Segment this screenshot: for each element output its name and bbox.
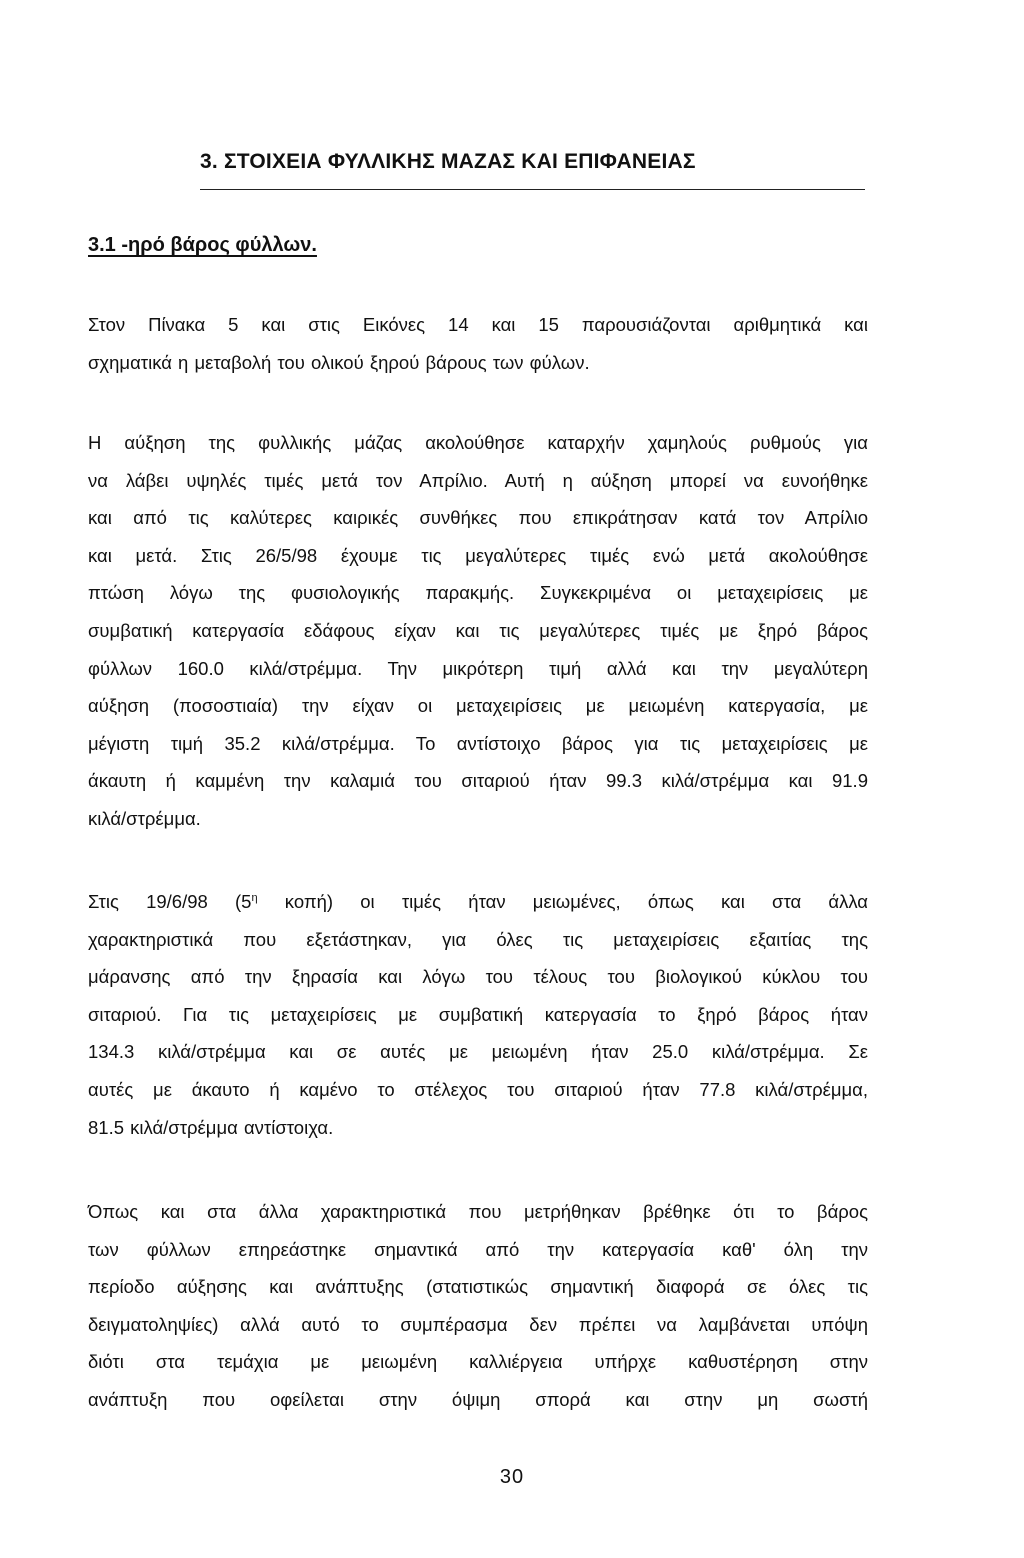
section-heading: 3. ΣΤΟΙΧΕΙΑ ΦΥΛΛΙΚΗΣ ΜΑΖΑΣ ΚΑΙ ΕΠΙΦΑΝΕΙΑΣ [200, 150, 696, 173]
heading-underline-rule [200, 189, 865, 190]
text-line: σιταριού. Για τις μεταχειρίσεις με συμβατική κατεργασία το ξηρό βάρος ήταν [88, 1003, 868, 1025]
text-line: άκαυτη ή καμμένη την καλαμιά του σιταριού ήταν 99.3 κιλά/στρέμμα και 91.9 [88, 770, 868, 792]
paragraph-fifth-cut [88, 883, 868, 1146]
text-line: των φύλλων επηρεάστηκε σημαντικά από την κατεργασία καθ' όλη την [88, 1238, 868, 1260]
text-line: χαρακτηριστικά που εξετάστηκαν, για όλες τις μεταχειρίσεις εξαιτίας της [88, 928, 868, 950]
text-line: 81.5 κιλά/στρέμμα αντίστοιχα. [88, 1116, 334, 1138]
text-line [88, 883, 868, 921]
page-number: 30 [499, 1466, 525, 1488]
text-line: Η αύξηση της φυλλικής μάζας ακολούθησε καταρχήν χαμηλούς ρυθμούς για [88, 432, 868, 453]
text-line: να λάβει υψηλές τιμές μετά τον Απρίλιο. Αυτή η αύξηση μπορεί να ευνοήθηκε [88, 469, 868, 491]
text-line: συμβατική κατεργασία εδάφους είχαν και τις μεγαλύτερες τιμές με ξηρό βάρος [88, 619, 868, 641]
text-line: διότι στα τεμάχια με μειωμένη καλλιέργεια υπήρχε καθυστέρηση στην [88, 1351, 868, 1373]
text-line: πτώση λόγω της φυσιολογικής παρακμής. Συγκεκριμένα οι μεταχειρίσεις με [88, 582, 868, 604]
paragraph-leaf-mass-growth [88, 424, 868, 838]
text-line: δειγματοληψίες) αλλά αυτό το συμπέρασμα δεν πρέπει να λαμβάνεται υπόψη [88, 1313, 868, 1335]
paragraph-intro [88, 306, 868, 381]
text-line: ανάπτυξη που οφείλεται στην όψιμη σπορά και στην μη σωστή [88, 1388, 868, 1410]
paragraph-tillage-effect [88, 1193, 868, 1419]
text-line: αυτές με άκαυτο ή καμένο το στέλεχος του σιταριού ήταν 77.8 κιλά/στρέμμα, [88, 1078, 868, 1100]
text-line: κιλά/στρέμμα. [88, 807, 201, 829]
text-line: μέγιστη τιμή 35.2 κιλά/στρέμμα. Το αντίστοιχο βάρος για τις μεταχειρίσεις με [88, 732, 868, 754]
text-line: και μετά. Στις 26/5/98 έχουμε τις μεγαλύτερες τιμές ενώ μετά ακολούθησε [88, 544, 868, 566]
text-line: αύξηση (ποσοστιαία) την είχαν οι μεταχειρίσεις με μειωμένη κατεργασία, με [88, 695, 868, 717]
text-line: σχηματικά η μεταβολή του ολικού ξηρού βάρους των φύλων. [88, 351, 590, 373]
text-line: φύλλων 160.0 κιλά/στρέμμα. Την μικρότερη τιμή αλλά και την μεγαλύτερη [88, 657, 868, 679]
text-line: περίοδο αύξησης και ανάπτυξης (στατιστικώς σημαντική διαφορά σε όλες τις [88, 1276, 868, 1298]
text-line: Στον Πίνακα 5 και στις Εικόνες 14 και 15 παρουσιάζονται αριθμητικά και [88, 314, 868, 335]
text-segment: κοπή) οι τιμές ήταν μειωμένες, όπως και στα άλλα [257, 891, 868, 912]
text-line: και από τις καλύτερες καιρικές συνθήκες που επικράτησαν κατά τον Απρίλιο [88, 507, 868, 529]
text-line: μάρανσης από την ξηρασία και λόγω του τέλους του βιολογικού κύκλου του [88, 966, 868, 988]
text-line: 134.3 κιλά/στρέμμα και σε αυτές με μειωμένη ήταν 25.0 κιλά/στρέμμα. Σε [88, 1041, 868, 1063]
ordinal-superscript: η [251, 892, 258, 904]
text-segment: Στις 19/6/98 (5 [88, 891, 252, 912]
text-line: Όπως και στα άλλα χαρακτηριστικά που μετρήθηκαν βρέθηκε ότι το βάρος [88, 1201, 868, 1222]
subsection-heading: 3.1 -ηρό βάρος φύλλων. [88, 234, 317, 256]
